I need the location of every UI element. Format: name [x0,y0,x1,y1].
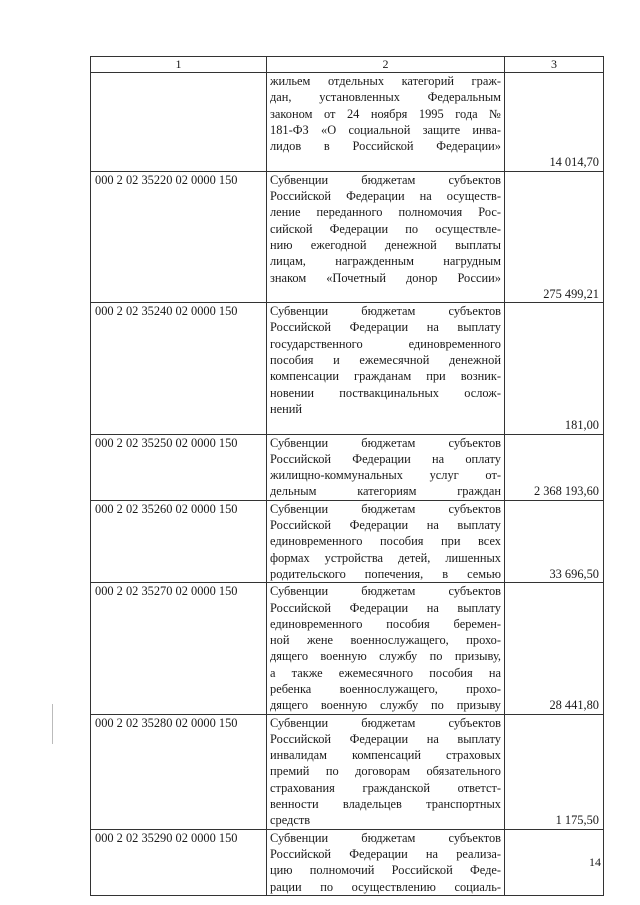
page-number: 14 [589,855,601,869]
budget-code: 000 2 02 35280 02 0000 150 [91,714,267,829]
budget-code: 000 2 02 35250 02 0000 150 [91,434,267,500]
budget-table [90,56,604,896]
table-row [91,500,604,582]
budget-code: 000 2 02 35240 02 0000 150 [91,303,267,434]
column-header-3: 3 [505,57,604,73]
budget-code: 000 2 02 35270 02 0000 150 [91,583,267,714]
item-description: Субвенции бюджетам субъектов Российской Федерации на выплату единовременного пособия беремен- ной жене военнослужащего, прохо- дящего военную службу по призыву, а также ежемесячного пособия на ребенка военнослужащего, прохо- дящего военную службу по призыву [267,583,505,714]
budget-code: 000 2 02 35260 02 0000 150 [91,500,267,582]
item-amount: 1 175,50 [505,714,604,829]
item-description: Субвенции бюджетам субъектов Российской Федерации на осуществ- ление переданного полномочия Рос- сийской Федерации по осуществле- нию ежегодной денежной выплаты лицам, награжденным нагрудным знаком «Почетный донор России» [267,171,505,302]
column-header-1: 1 [91,57,267,73]
budget-code: 000 2 02 35290 02 0000 150 [91,829,267,895]
item-description: жильем отдельных категорий граж- дан, установленных Федеральным законом от 24 ноября 1995 года № 181-ФЗ «О социальной защите инва- лидов в Российской Федерации» [267,73,505,172]
table-row [91,73,604,172]
table-row [91,714,604,829]
table-row [91,583,604,714]
budget-code [91,73,267,172]
table-header [91,57,604,73]
item-description: Субвенции бюджетам субъектов Российской Федерации на оплату жилищно-коммунальных услуг от- дельным категориям граждан [267,434,505,500]
item-amount: 2 368 193,60 [505,434,604,500]
item-amount: 181,00 [505,303,604,434]
table-body [91,73,604,896]
item-description: Субвенции бюджетам субъектов Российской Федерации на выплату инвалидам компенсаций страховых премий по договорам обязательного страхования гражданской ответст- венности владельцев транспортных средств [267,714,505,829]
item-amount: 14 014,70 [505,73,604,172]
item-amount: 33 696,50 [505,500,604,582]
item-description: Субвенции бюджетам субъектов Российской Федерации на реализа- цию полномочий Российской Феде- рации по осуществлению социаль- [267,829,505,895]
item-description: Субвенции бюджетам субъектов Российской Федерации на выплату единовременного пособия при всех формах устройства детей, лишенных родительского попечения, в семью [267,500,505,582]
table-row [91,171,604,302]
budget-code: 000 2 02 35220 02 0000 150 [91,171,267,302]
item-amount: 28 441,80 [505,583,604,714]
column-header-2: 2 [267,57,505,73]
table-header-row [91,57,604,73]
item-amount: 275 499,21 [505,171,604,302]
table-row [91,303,604,434]
margin-mark [52,704,53,744]
item-description: Субвенции бюджетам субъектов Российской Федерации на выплату государственного единовременного пособия и ежемесячной денежной компенсации гражданам при возник- новении поствакцинальных ослож- нений [267,303,505,434]
table-row [91,434,604,500]
table-row [91,829,604,895]
